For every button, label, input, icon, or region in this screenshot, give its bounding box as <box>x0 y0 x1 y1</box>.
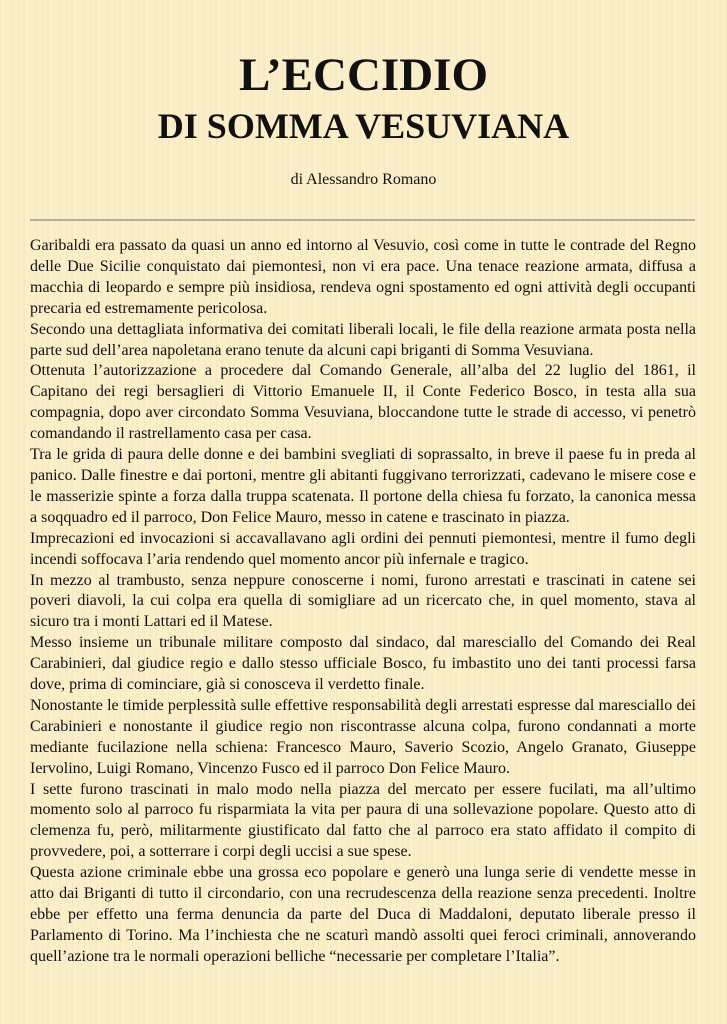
author-byline: di Alessandro Romano <box>290 171 437 188</box>
title-line-2: DI SOMMA VESUVIANA <box>157 106 570 146</box>
paragraph: Questa azione criminale ebbe una grossa eco popolare e generò una lunga serie di vendette messe in atto dai Briganti di tutto il circondario, con una recrudescenza della reazione senza precedenti. Inoltre ebbe per effetto una ferma denuncia da parte del Duca di Maddaloni, deputato liberale presso il Parlamento di Torino. Ma l’inchiesta che ne scaturì mandò assolti quei feroci criminali, annoverando quell’azione tra le normali operazioni belliche “necessarie per completare l’Italia”. <box>30 864 696 965</box>
paragraph: Imprecazioni ed invocazioni si accavallavano agli ordini dei pennuti piemontesi, mentre il fumo degli incendi soffocava l’aria rendendo quel momento ancor più infernale e tragico. <box>30 529 696 568</box>
paragraph: Nonostante le timide perplessità sulle effettive responsabilità degli arrestati espresse dal maresciallo dei Carabinieri e nonostante il giudice regio non riscontrasse alcuna colpa, furono condannati a morte mediante fucilazione nella schiena: Francesco Mauro, Saverio Scozio, Angelo Granato, Giuseppe Iervolino, Luigi Romano, Vincenzo Fusco ed il parroco Don Felice Mauro. <box>30 696 696 777</box>
paragraph: In mezzo al trambusto, senza neppure conoscerne i nomi, furono arrestati e trascinati in catene sei poveri diavoli, la cui colpa era quella di somigliare ad un ricercato che, in quel momento, stava al sicuro tra i monti Lattari ed il Matese. <box>30 571 696 631</box>
paragraph: Ottenuta l’autorizzazione a procedere dal Comando Generale, all’alba del 22 luglio del 1861, il Capitano dei regi bersaglieri di Vittorio Emanuele II, il Conte Federico Bosco, in testa alla sua compagnia, dopo aver circondato Somma Vesuviana, bloccandone tutte le strade di accesso, vi penetrò comandando il rastrellamento casa per casa. <box>30 362 696 443</box>
divider <box>30 219 695 221</box>
title-line-1: L’ECCIDIO <box>239 49 488 101</box>
paragraph: Secondo una dettagliata informativa dei comitati liberali locali, le file della reazione armata posta nella parte sud dell’area napoletana erano tenute da alcuni capi briganti di Somma Vesuviana. <box>30 320 696 359</box>
paragraph: I sette furono trascinati in malo modo nella piazza del mercato per essere fucilati, ma all’ultimo momento solo al parroco fu risparmiata la vita per paura di una sollevazione popolare. Questo atto di clemenza fu, però, militarmente giustificato dal fatto che al parroco era stato affidato il compito di provvedere, poi, a sotterrare i corpi degli uccisi a sue spese. <box>30 780 696 861</box>
paragraph: Garibaldi era passato da quasi un anno ed intorno al Vesuvio, così come in tutte le contrade del Regno delle Due Sicilie conquistato dai piemontesi, non vi era pace. Una tenace reazione armata, diffusa a macchia di leopardo e sempre più insidiosa, rendeva ogni spostamento ed ogni attività degli occupanti precaria ed estremamente pericolosa. <box>30 237 696 317</box>
paragraph: Messo insieme un tribunale militare composto dal sindaco, dal maresciallo del Comando dei Real Carabinieri, dal giudice regio e dallo stesso ufficiale Bosco, fu imbastito uno dei tanti processi farsa dove, prima di cominciare, già si conosceva il verdetto finale. <box>30 634 696 694</box>
article-body <box>30 236 696 968</box>
paragraph: Tra le grida di paura delle donne e dei bambini svegliati di soprassalto, in breve il paese fu in preda al panico. Dalle finestre e dai portoni, mentre gli abitanti fuggivano terrorizzati, cadevano le misere cose e le masserizie spinte a forza dalla truppa scatenata. Il portone della chiesa fu forzato, la canonica messa a soqquadro ed il parroco, Don Felice Mauro, messo in catene e trascinato in piazza. <box>30 446 696 526</box>
